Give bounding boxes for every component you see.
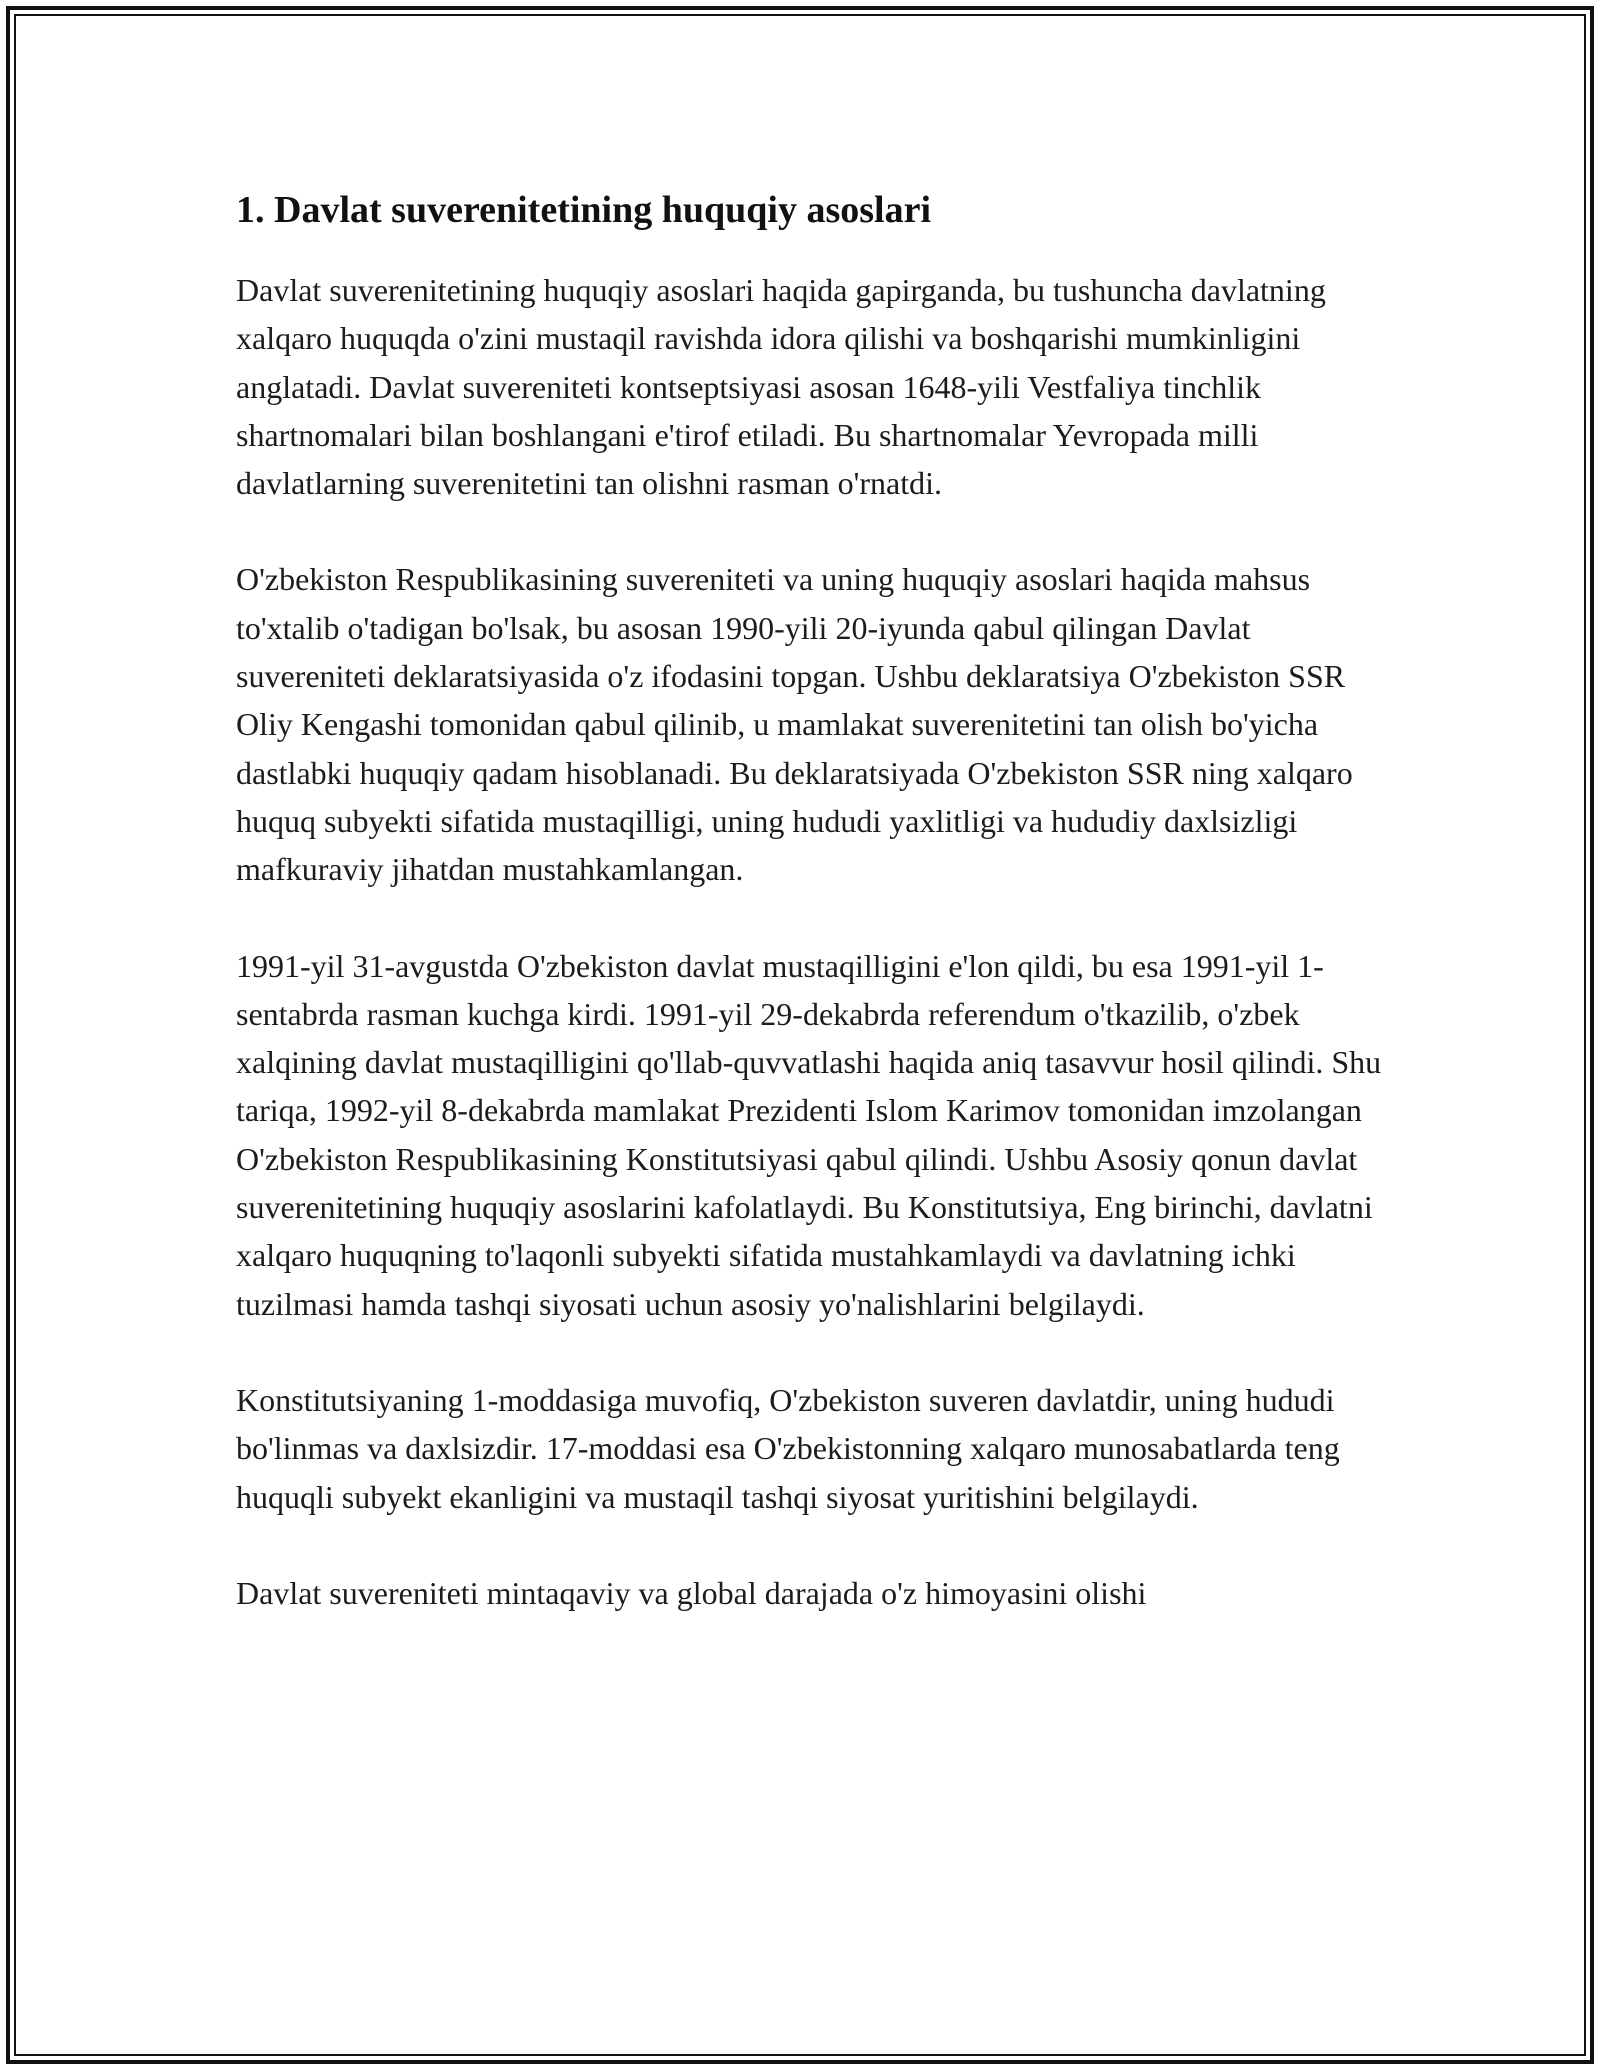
paragraph-1: Davlat suverenitetining huquqiy asoslari haqida gapirganda, bu tushuncha davlatning xalqaro huquqda o'zini mustaqil ravishda idora qilishi va boshqarishi mumkinligini anglatadi. Davlat suvereniteti kontseptsiyasi asosan 1648-yili Vestfaliya tinchlik shartnomalari bilan boshlangani e'tirof etiladi. Bu shartnomalar Yevropada milli davlatlarning suverenitetini tan olishni rasman o'rnatdi. <box>236 272 1326 502</box>
section-heading: 1. Davlat suverenitetining huquqiy asoslari <box>236 189 932 231</box>
paragraph-2: O'zbekiston Respublikasining suvereniteti va uning huquqiy asoslari haqida mahsus to'xtalib o'tadigan bo'lsak, bu asosan 1990-yili 20-iyunda qabul qilingan Davlat suvereniteti deklaratsiyasida o'z ifodasini topgan. Ushbu deklaratsiya O'zbekiston SSR Oliy Kengashi tomonidan qabul qilinib, u mamlakat suverenitetini tan olish bo'yicha dastlabki huquqiy qadam hisoblanadi. Bu deklaratsiyada O'zbekiston SSR ning xalqaro huquq subyekti sifatida mustaqilligi, uning hududi yaxlitligi va hududiy daxlsizligi mafkuraviy jihatdan mustahkamlangan. <box>236 561 1353 888</box>
paragraph-5: Davlat suvereniteti mintaqaviy va global darajada o'z himoyasini olishi <box>236 1574 1147 1611</box>
paragraph-3: 1991-yil 31-avgustda O'zbekiston davlat mustaqilligini e'lon qildi, bu esa 1991-yil 1-sentabrda rasman kuchga kirdi. 1991-yil 29-dekabrda referendum o'tkazilib, o'zbek xalqining davlat mustaqilligini qo'llab-quvvatlashi haqida aniq tasavvur hosil qilindi. Shu tariqa, 1992-yil 8-dekabrda mamlakat Prezidenti Islom Karimov tomonidan imzolangan O'zbekiston Respublikasining Konstitutsiyasi qabul qilindi. Ushbu Asosiy qonun davlat suverenitetining huquqiy asoslarini kafolatlaydi. Bu Konstitutsiya, Eng birinchi, davlatni xalqaro huquqning to'laqonli subyekti sifatida mustahkamlaydi va davlatning ichki tuzilmasi hamda tashqi siyosati uchun asosiy yo'nalishlarini belgilaydi. <box>236 947 1382 1322</box>
document-body <box>236 186 1386 1665</box>
paragraph-4: Konstitutsiyaning 1-moddasiga muvofiq, O'zbekiston suveren davlatdir, uning hududi bo'linmas va daxlsizdir. 17-moddasi esa O'zbekistonning xalqaro munosabatlarda teng huquqli subyekt ekanligini va mustaqil tashqi siyosat yuritishini belgilaydi. <box>236 1381 1340 1515</box>
